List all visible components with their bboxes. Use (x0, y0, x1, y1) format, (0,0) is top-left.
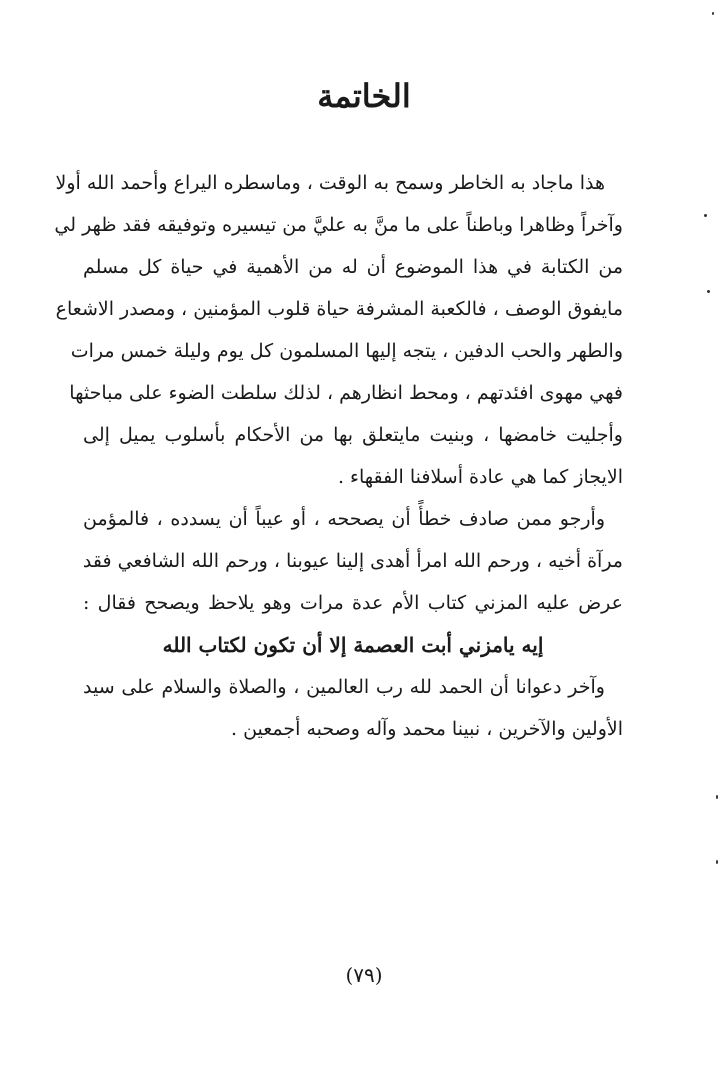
paragraph-line: هذا ماجاد به الخاطر وسمح به الوقت ، وماسطره اليراع وأحمد الله أولا (55, 172, 605, 194)
scan-speck (712, 12, 714, 15)
paragraph-line: من الكتابة في هذا الموضوع أن له من الأهمية في حياة كل مسلم (83, 256, 623, 278)
scan-speck (707, 290, 710, 293)
paragraph-line: والطهر والحب الدفين ، يتجه إليها المسلمون كل يوم وليلة خمس مرات (70, 340, 623, 362)
scan-speck (716, 860, 718, 864)
paragraph-line: الأولين والآخرين ، نبينا محمد وآله وصحبه أجمعين . (230, 718, 623, 740)
paragraph-line: مرآة أخيه ، ورحم الله امرأ أهدى إلينا عيوبنا ، ورحم الله الشافعي فقد (82, 550, 623, 572)
quoted-verse: إيه يامزني أبت العصمة إلا أن تكون لكتاب الله (162, 633, 544, 657)
body-text (54, 162, 623, 750)
scan-speck (716, 795, 718, 799)
scan-speck (704, 214, 707, 217)
paragraph-line: وأرجو ممن صادف خطأً أن يصححه ، أو عيباً أن يسدده ، فالمؤمن (83, 508, 605, 530)
paragraph-line: وآخر دعوانا أن الحمد لله رب العالمين ، والصلاة والسلام على سيد (83, 676, 605, 698)
chapter-title: الخاتمة (317, 77, 411, 115)
paragraph-line: وأجليت خامضها ، وبنيت مايتعلق بها من الأحكام بأسلوب يميل إلى (83, 424, 623, 446)
page-number: (٧٩) (345, 963, 383, 987)
paragraph-line: وآخراً وظاهرا وباطناً على ما منَّ به عليَّ من تيسيره وتوفيقه فقد ظهر لي (54, 214, 623, 236)
paragraph-line: الايجاز كما هي عادة أسلافنا الفقهاء . (337, 466, 623, 488)
paragraph-line: فهي مهوى افئدتهم ، ومحط انظارهم ، لذلك سلطت الضوء على مباحثها (69, 382, 623, 404)
paragraph-line: مايفوق الوصف ، فالكعبة المشرفة حياة قلوب المؤمنين ، ومصدر الاشعاع (55, 298, 623, 320)
paragraph-line: عرض عليه المزني كتاب الأم عدة مرات وهو يلاحظ ويصحح فقال : (83, 592, 623, 614)
